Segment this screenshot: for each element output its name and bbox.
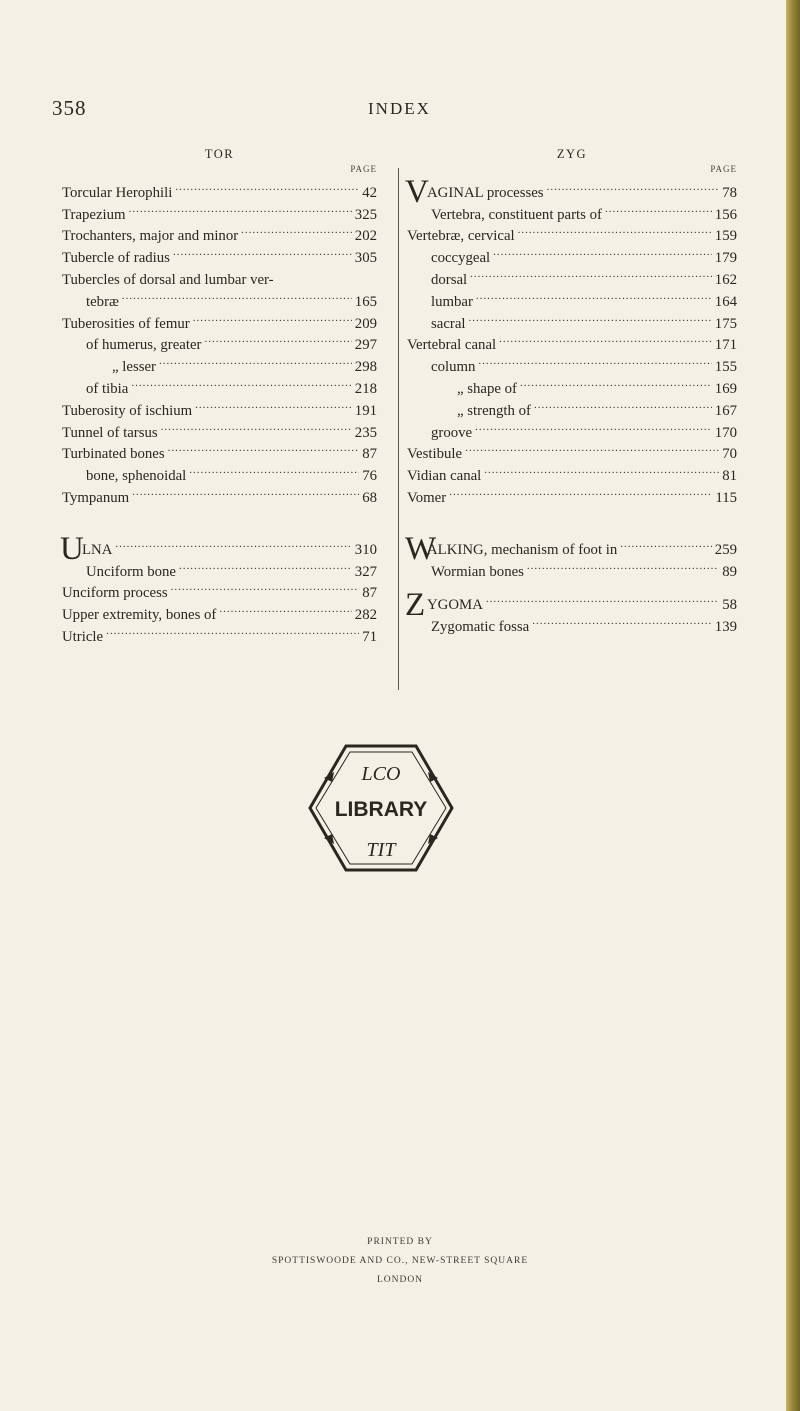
entry-page-number: 156	[714, 206, 737, 223]
entry-page-number: 310	[354, 541, 377, 558]
entry-term: lumbar	[431, 293, 473, 310]
entry-term: Tubercles of dorsal and lumbar ver-	[62, 271, 274, 288]
page-title: INDEX	[368, 99, 431, 118]
dot-leader	[478, 349, 711, 371]
entry-term: sacral	[431, 315, 466, 332]
t-entries	[62, 175, 377, 506]
imprint-printer: SPOTTISWOODE AND CO., NEW-STREET SQUARE	[271, 1256, 529, 1266]
entry-page-number: 167	[714, 402, 737, 419]
dot-leader	[219, 597, 351, 619]
dot-leader	[484, 458, 719, 480]
entry-page-number: 259	[714, 541, 737, 558]
index-entry	[407, 532, 737, 558]
entry-term: tebræ	[86, 293, 119, 310]
dot-leader	[241, 219, 352, 241]
imprint-city: LONDON	[376, 1275, 424, 1285]
page-number: 358	[52, 96, 87, 120]
entry-term: Unciform process	[62, 585, 168, 602]
stamp-bottom-text: TIT	[366, 839, 396, 861]
v-initial-letter: V	[405, 174, 429, 210]
entry-page-number: 175	[714, 315, 737, 332]
entry-page-number: 170	[714, 424, 737, 441]
dot-leader	[195, 393, 352, 415]
entry-page-number: 209	[354, 315, 377, 332]
dot-leader	[518, 219, 712, 241]
dot-leader	[115, 532, 351, 554]
dot-leader	[159, 349, 352, 371]
w-initial-letter: W	[405, 530, 437, 567]
entry-term: „ shape of	[457, 380, 517, 397]
right-column	[405, 145, 737, 636]
dot-leader	[532, 609, 712, 631]
entry-page-number: 179	[714, 250, 737, 267]
entry-page-number: 155	[714, 359, 737, 376]
entry-page-number: 70	[722, 446, 737, 463]
entry-term: bone, sphenoidal	[86, 468, 187, 485]
dot-leader	[469, 306, 712, 328]
dot-leader	[547, 175, 720, 197]
entry-term: „ strength of	[457, 402, 531, 419]
right-column-heading: ZYG	[556, 147, 588, 161]
entry-term: Tubercle of radius	[62, 250, 170, 267]
entry-page-number: 81	[722, 468, 737, 485]
entry-page-number: 42	[362, 184, 377, 201]
entry-page-number: 164	[714, 293, 737, 310]
dot-leader	[193, 306, 352, 328]
dot-leader	[132, 480, 359, 502]
entry-page-number: 169	[714, 380, 737, 397]
entry-page-number: 297	[354, 337, 377, 354]
entry-page-number: 87	[362, 446, 377, 463]
entry-term: Tuberosity of ischium	[62, 402, 193, 419]
z-initial-letter: Z	[405, 586, 426, 623]
index-entry	[407, 480, 737, 506]
running-head	[0, 96, 800, 120]
entry-page-number: 325	[354, 206, 377, 223]
entry-term: Trapezium	[62, 206, 126, 223]
z-section	[405, 586, 737, 636]
right-page-label: PAGE	[710, 164, 737, 174]
entry-page-number: 165	[354, 293, 377, 310]
left-column-heading: TOR	[204, 147, 235, 161]
dot-leader	[486, 588, 719, 610]
dot-leader	[161, 415, 352, 437]
entry-page-number: 68	[362, 489, 377, 506]
entry-term: ALKING, mechanism of foot in	[427, 541, 618, 558]
entry-page-number: 305	[354, 250, 377, 267]
dot-leader	[499, 328, 712, 350]
entry-page-number: 327	[354, 563, 377, 580]
entry-page-number: 115	[715, 489, 737, 506]
dot-leader	[493, 240, 712, 262]
entry-page-number: 71	[362, 628, 377, 645]
left-page-label: PAGE	[350, 164, 377, 174]
v-section	[405, 174, 737, 506]
index-entry	[62, 175, 377, 201]
entry-page-number: 87	[362, 585, 377, 602]
entry-term: Vomer	[407, 489, 447, 506]
entry-term: LNA	[82, 541, 113, 558]
entry-page-number: 78	[722, 184, 737, 201]
entry-page-number: 202	[354, 228, 377, 245]
entry-term: Utricle	[62, 628, 104, 645]
dot-leader	[605, 197, 712, 219]
dot-leader	[527, 554, 719, 576]
entry-term: groove	[431, 424, 473, 441]
entry-page-number: 89	[722, 563, 737, 580]
entry-term: Vertebra, constituent parts of	[431, 206, 602, 223]
dot-leader	[131, 371, 351, 393]
dot-leader	[179, 554, 352, 576]
w-section	[405, 530, 737, 580]
entry-term: Zygomatic fossa	[431, 619, 530, 636]
dot-leader	[204, 328, 351, 350]
entry-term: Tuberosities of femur	[62, 315, 190, 332]
entry-term: Tunnel of tarsus	[62, 424, 158, 441]
entry-term: of humerus, greater	[86, 337, 202, 354]
entry-term: Vidian canal	[407, 468, 482, 485]
entry-page-number: 218	[354, 380, 377, 397]
library-stamp	[306, 738, 456, 878]
entry-term: Vertebræ, cervical	[407, 228, 515, 245]
column-divider	[398, 168, 399, 690]
entry-term: AGINAL processes	[427, 184, 544, 201]
dot-leader	[520, 371, 712, 393]
dot-leader	[168, 437, 360, 459]
entry-term: Turbinated bones	[62, 446, 165, 463]
entry-term: YGOMA	[427, 597, 483, 614]
entry-term: coccygeal	[431, 250, 491, 267]
entry-term: Trochanters, major and minor	[62, 228, 239, 245]
entry-term: Vertebral canal	[407, 337, 497, 354]
entry-page-number: 191	[354, 402, 377, 419]
index-entry	[62, 619, 377, 645]
index-entry	[62, 532, 377, 558]
dot-leader	[449, 480, 712, 502]
entry-page-number: 162	[714, 271, 737, 288]
entry-page-number: 159	[714, 228, 737, 245]
index-entry	[62, 371, 377, 397]
entry-term: Upper extremity, bones of	[62, 607, 217, 624]
entry-term: Tympanum	[62, 489, 130, 506]
entry-page-number: 139	[714, 619, 737, 636]
dot-leader	[122, 284, 352, 306]
imprint-printed-by: PRINTED BY	[367, 1237, 433, 1247]
dot-leader	[106, 619, 359, 641]
dot-leader	[475, 415, 712, 437]
dot-leader	[476, 284, 712, 306]
dot-leader	[277, 262, 374, 284]
dot-leader	[171, 576, 360, 598]
entry-page-number: 298	[354, 359, 377, 376]
entry-term: dorsal	[431, 271, 468, 288]
entry-term: Torcular Herophili	[62, 184, 173, 201]
entry-term: Unciform bone	[86, 563, 176, 580]
index-entry	[407, 588, 737, 614]
stamp-label: LIBRARY	[334, 798, 428, 821]
dot-leader	[534, 393, 712, 415]
stamp-top-text: LCO	[361, 763, 401, 785]
entry-page-number: 58	[722, 597, 737, 614]
entry-page-number: 171	[714, 337, 737, 354]
entry-term: „ lesser	[112, 359, 156, 376]
dot-leader	[189, 458, 359, 480]
dot-leader	[620, 532, 712, 554]
entry-page-number: 76	[362, 468, 377, 485]
u-section	[60, 530, 377, 645]
dot-leader	[173, 240, 352, 262]
dot-leader	[175, 175, 359, 197]
u-initial-letter: U	[60, 530, 84, 567]
dot-leader	[129, 197, 352, 219]
entry-term: Wormian bones	[431, 563, 524, 580]
entry-page-number: 282	[354, 607, 377, 624]
dot-leader	[465, 437, 719, 459]
left-column	[60, 145, 377, 645]
entry-term: of tibia	[86, 380, 129, 397]
page-edge	[786, 0, 800, 1411]
index-entry	[407, 175, 737, 201]
dot-leader	[470, 262, 712, 284]
entry-page-number: 235	[354, 424, 377, 441]
entry-term: column	[431, 359, 476, 376]
entry-term: Vestibule	[407, 446, 463, 463]
